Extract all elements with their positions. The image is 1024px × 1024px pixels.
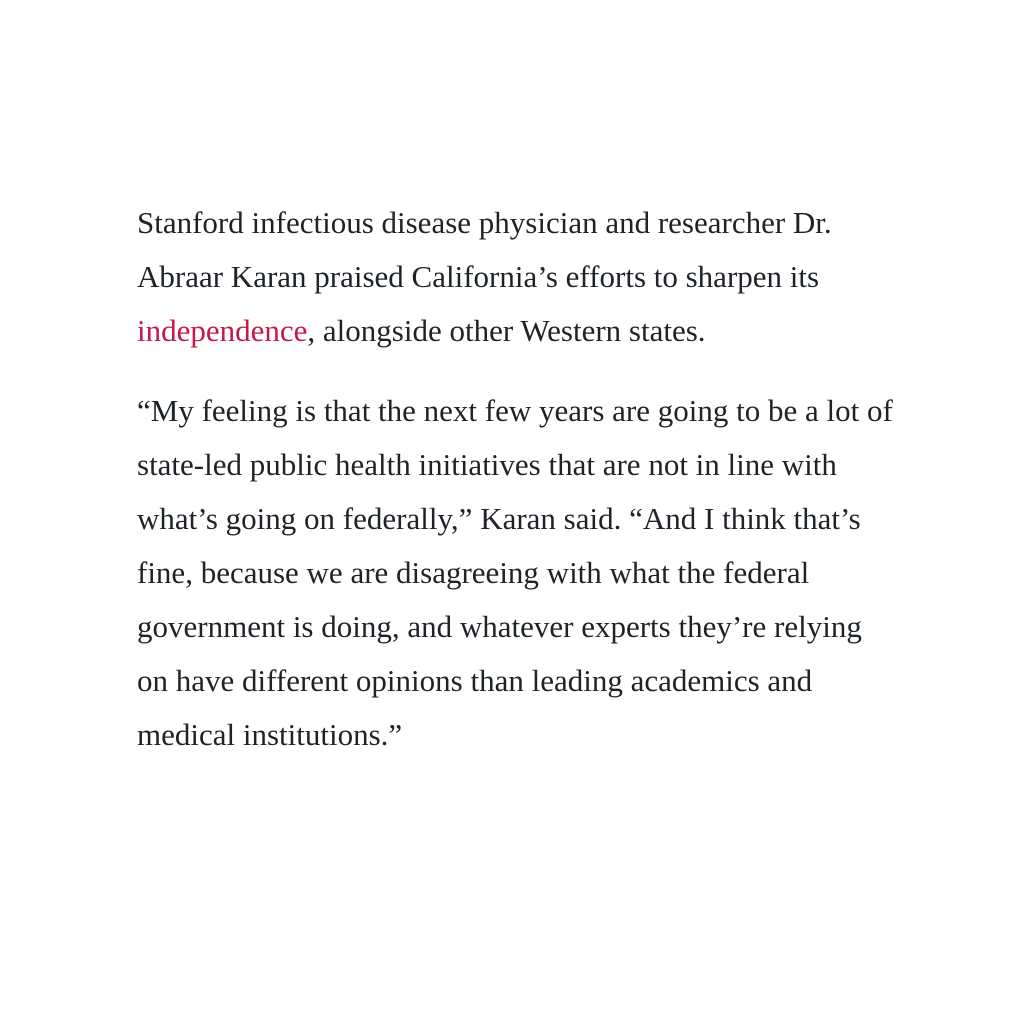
paragraph-text-after-link: , alongside other Western states. <box>307 313 706 348</box>
article-body <box>137 196 897 762</box>
paragraph-karan-quote: “My feeling is that the next few years are going to be a lot of state-led public health initiatives that are not in line with what’s going on federally,” Karan said. “And I think that’s fine, because we are disagreeing with what the federal government is doing, and whatever experts they’re relying on have different opinions than leading academics and medical institutions.” <box>137 393 893 752</box>
paragraph-karan-praise <box>137 196 897 358</box>
independence-link[interactable]: independence <box>137 313 308 348</box>
paragraph-text-before-link: Stanford infectious disease physician and researcher Dr. Abraar Karan praised California’s efforts to sharpen its <box>137 205 832 294</box>
